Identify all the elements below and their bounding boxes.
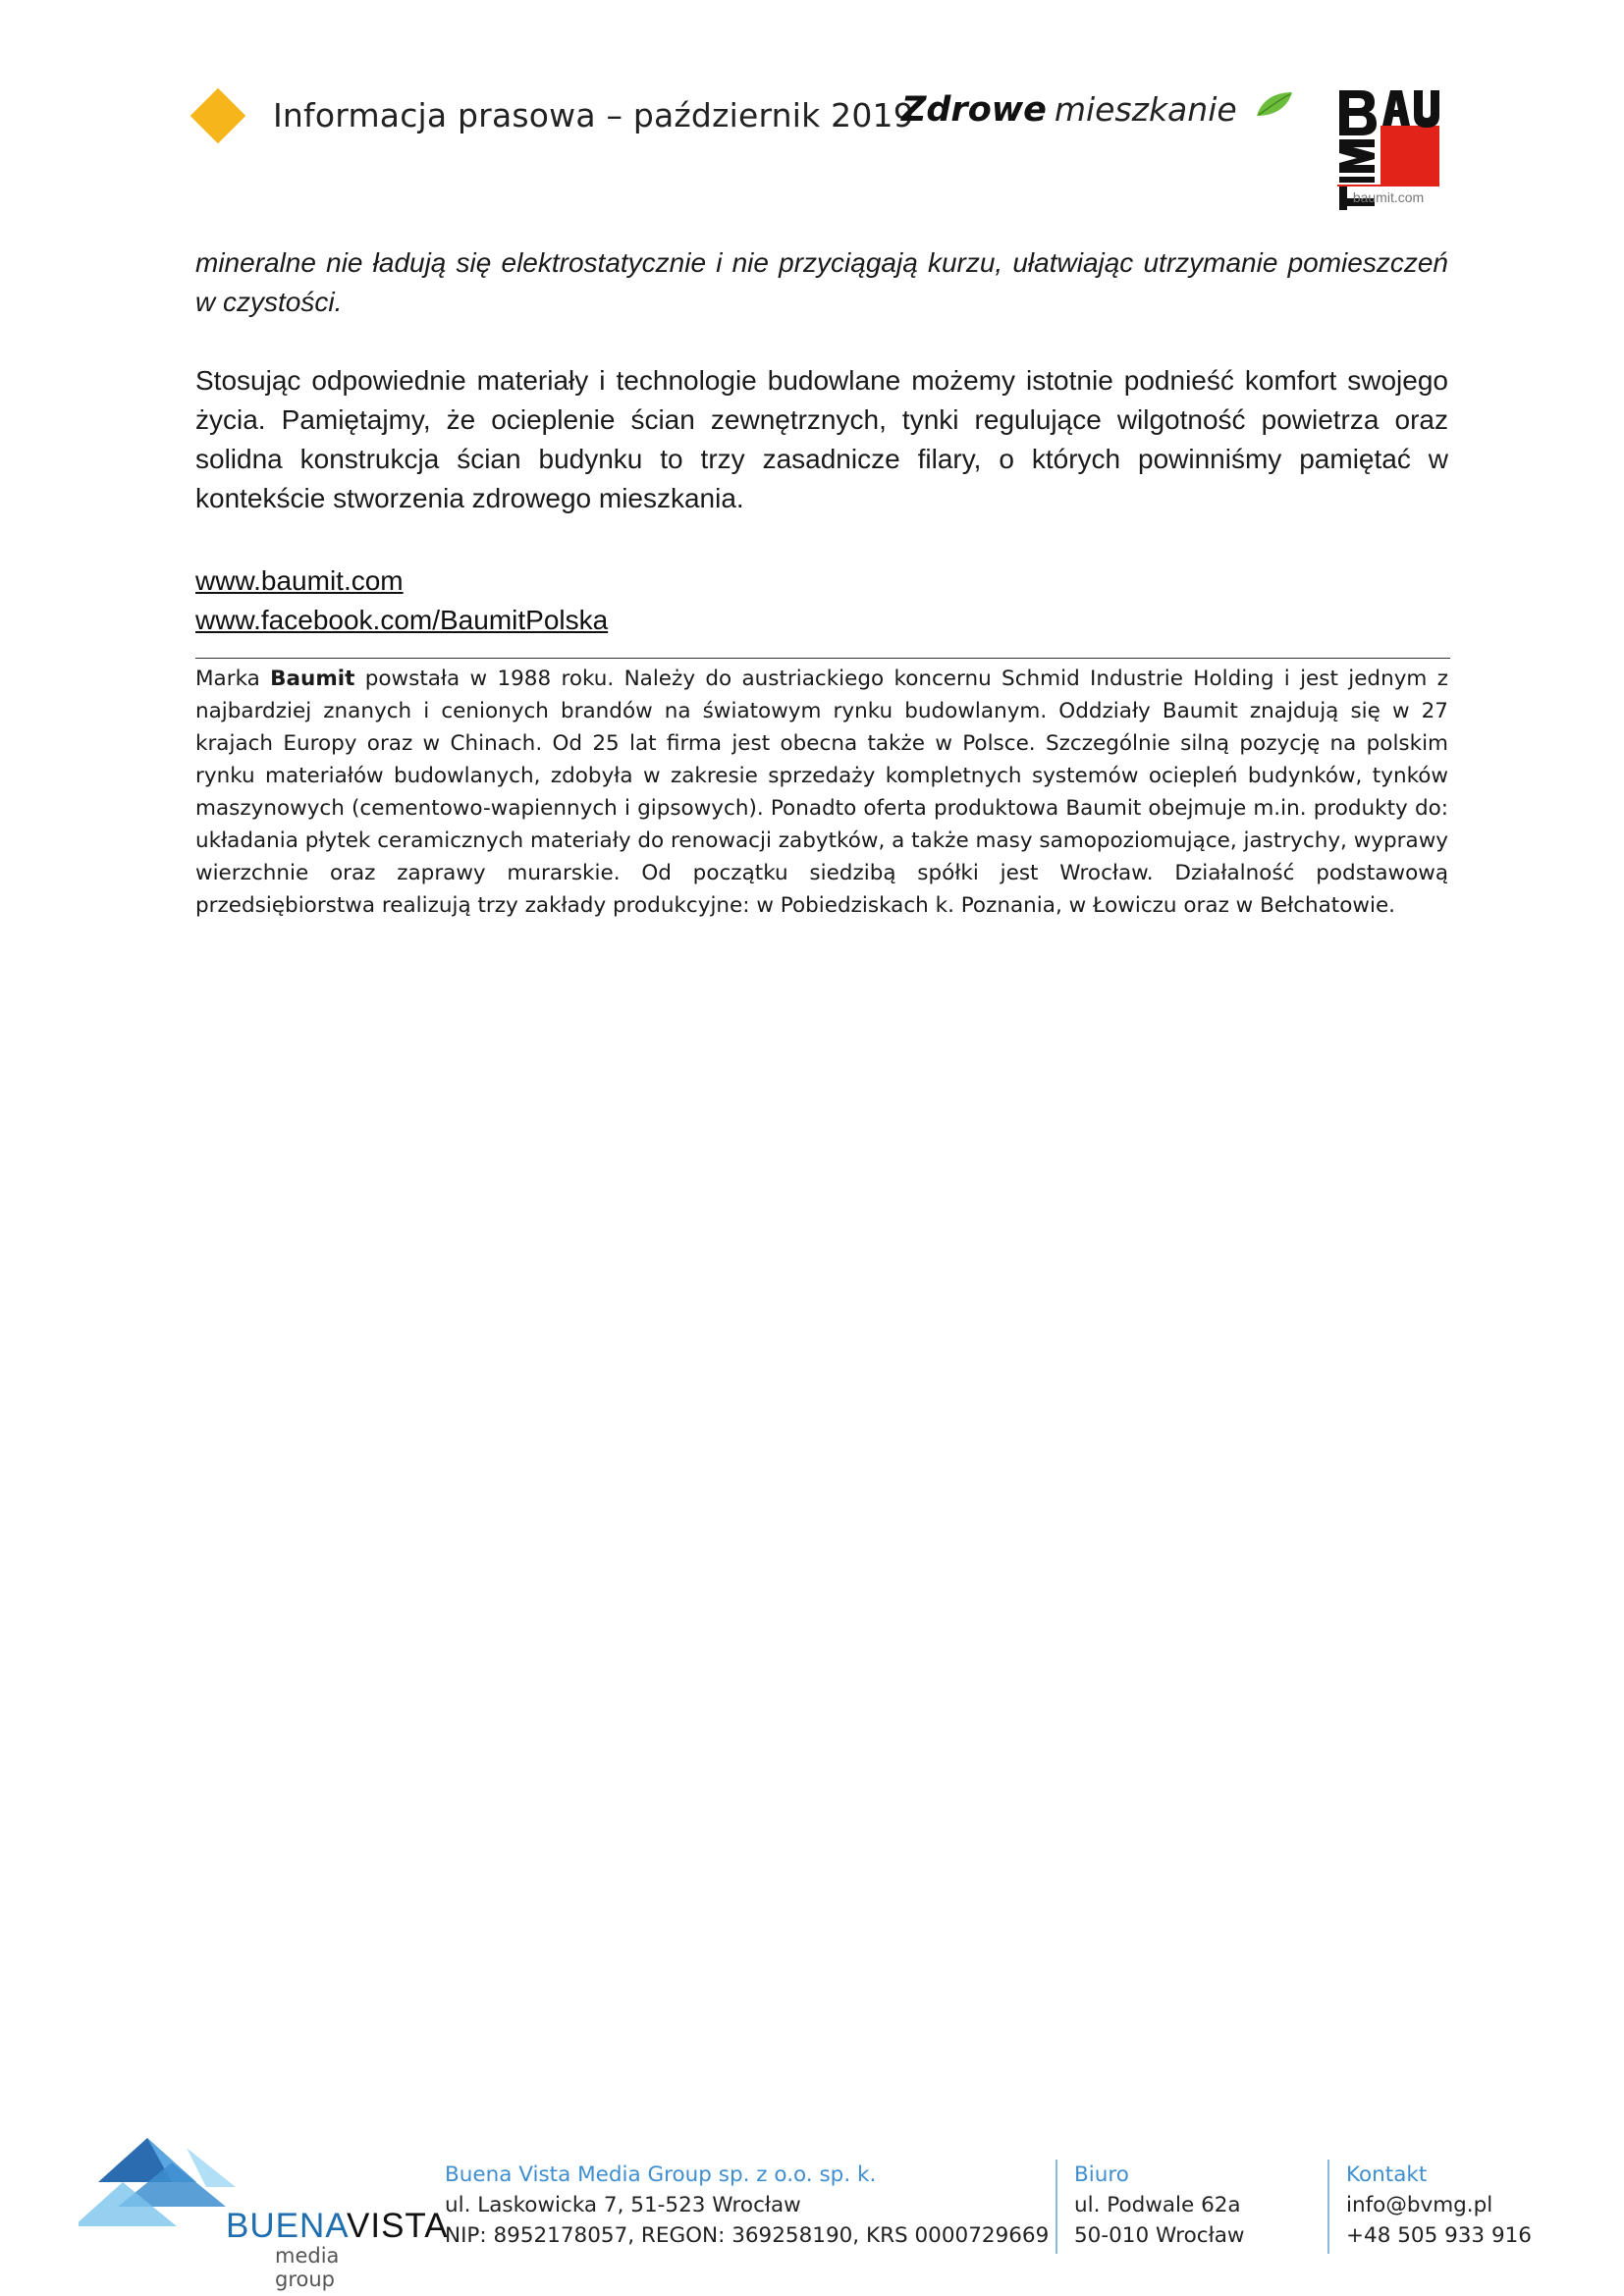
- company-address: ul. Laskowicka 7, 51-523 Wrocław: [445, 2193, 801, 2217]
- links-list: [195, 561, 1448, 640]
- contact-phone[interactable]: +48 505 933 916: [1346, 2223, 1532, 2248]
- divider: [195, 658, 1450, 659]
- about-prefix: Marka: [195, 667, 260, 691]
- footer-office: [1074, 2160, 1245, 2251]
- buenavista-logo: [79, 2128, 449, 2291]
- buena-text: BUENA: [226, 2207, 347, 2245]
- about-paragraph: [195, 663, 1448, 922]
- office-city: 50-010 Wrocław: [1074, 2223, 1245, 2248]
- body-paragraph: Stosując odpowiednie materiały i technologie budowlane możemy istotnie podnieść komfort swojego życia. Pamiętajmy, że ocieplenie ścian zewnętrznych, tynki regulujące wilgotność powietrza oraz solidna konstrukcja ścian budynku to trzy zasadnicze filary, o których powinniśmy pamiętać w kontekście stworzenia zdrowego mieszkania.: [195, 365, 1448, 513]
- footer-company: [445, 2160, 1049, 2251]
- buenavista-name: [226, 2207, 449, 2246]
- company-ids: NIP: 8952178057, REGON: 369258190, KRS 0000729669: [445, 2223, 1050, 2248]
- footer-contact: [1346, 2160, 1532, 2251]
- vista-text: VISTA: [347, 2207, 449, 2245]
- about-brand: Baumit: [270, 667, 355, 691]
- leaf-icon: [1255, 90, 1294, 120]
- header-title: Informacja prasowa – październik 2019: [273, 96, 914, 134]
- buenavista-sub: media group: [275, 2244, 340, 2291]
- page-footer: [0, 2120, 1624, 2291]
- link-facebook[interactable]: www.facebook.com/BaumitPolska: [195, 605, 609, 635]
- contact-title: Kontakt: [1346, 2163, 1428, 2187]
- office-title: Biuro: [1074, 2163, 1129, 2187]
- footer-divider: [1327, 2160, 1329, 2254]
- about-text: powstała w 1988 roku. Należy do austriackiego koncernu Schmid Industrie Holding i jest jednym z najbardziej znanych i cenionych brandów na światowym rynku budowlanym. Oddziały Baumit znajdują się w 27 krajach Europy oraz w Chinach. Od 25 lat firma jest obecna także w Polsce. Szczególnie silną pozycję na polskim rynku materiałów budowlanych, zdobyła w zakresie sprzedaży kompletnych systemów ociepleń budynków, tynków maszynowych (cementowo-wapiennych i gipsowych). Ponadto oferta produktowa Baumit obejmuje m.in. produkty do: układania płytek ceramicznych materiały do renowacji zabytków, a także masy samopoziomujące, jastrychy, wyprawy wierzchnie oraz zaprawy murarskie. Od początku siedzibą spółki jest Wrocław. Działalność podstawową przedsiębiorstwa realizują trzy zakłady produkcyjne: w Pobiedziskach k. Poznania, w Łowiczu oraz w Bełchatowie.: [195, 667, 1448, 918]
- page-header: [0, 0, 1624, 216]
- main-content: [195, 243, 1448, 922]
- zdrowe-mieszkanie-logo: [901, 90, 1294, 149]
- zdrowe-logo-bold: Zdrowe: [901, 90, 1047, 130]
- company-title: Buena Vista Media Group sp. z o.o. sp. k.: [445, 2163, 877, 2187]
- diamond-icon: [190, 88, 246, 144]
- footer-divider: [1056, 2160, 1057, 2254]
- contact-email[interactable]: info@bvmg.pl: [1346, 2193, 1493, 2217]
- zdrowe-logo-light: mieszkanie: [1054, 90, 1237, 129]
- link-baumit[interactable]: www.baumit.com: [195, 565, 404, 596]
- italic-paragraph: mineralne nie ładują się elektrostatycznie i nie przyciągają kurzu, ułatwiając utrzymanie pomieszczeń w czystości.: [195, 247, 1448, 317]
- baumit-url: baumit.com: [1352, 189, 1425, 205]
- office-street: ul. Podwale 62a: [1074, 2193, 1241, 2217]
